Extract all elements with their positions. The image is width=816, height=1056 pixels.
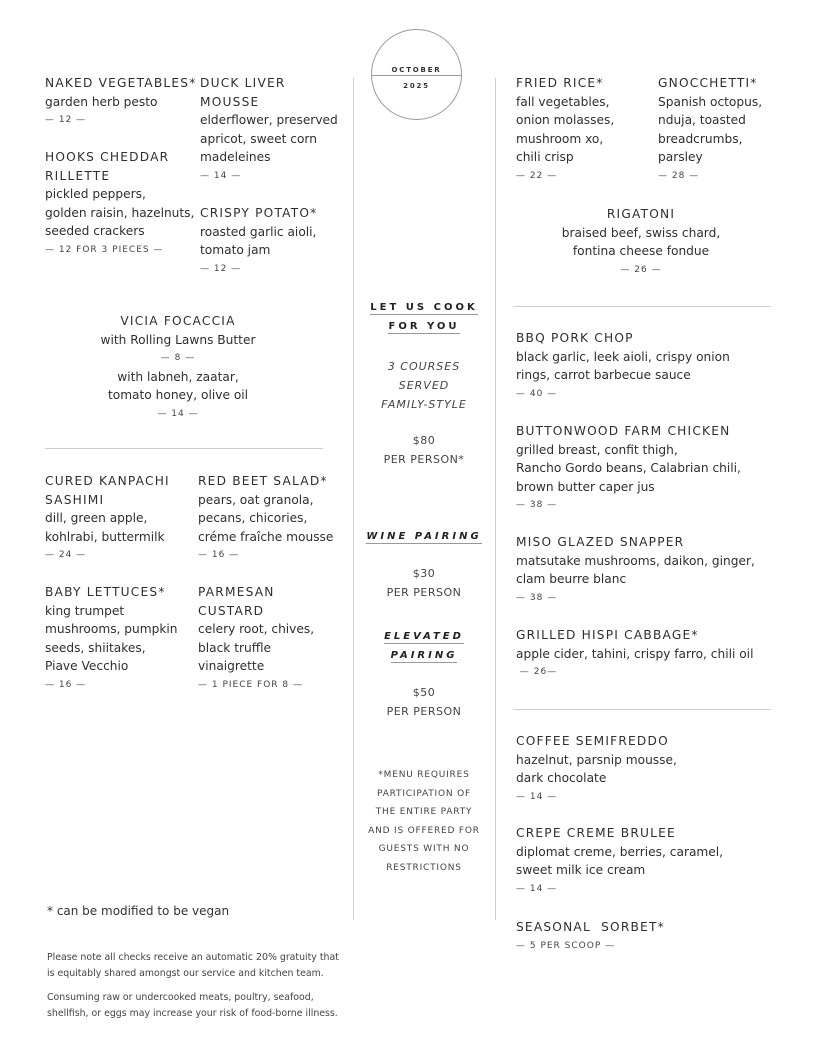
item-desc: pecans, chicories, [198,511,308,526]
item-title: FRIED RICE* [516,76,604,90]
item-desc: black truffle [198,640,272,655]
item-title: SASHIMI [45,492,105,507]
menu-item-pork-chop [516,329,730,403]
chef-tasting-section [356,298,492,336]
elevated-heading-line [356,646,492,665]
wine-price [356,564,492,602]
item-price: — 16 — [198,550,240,561]
item-desc: pickled peppers, [45,187,146,202]
item-title: GNOCCHETTI* [658,76,758,90]
cook-heading-line [356,317,492,336]
item-desc: golden raisin, hazelnuts, [45,205,195,220]
item-desc: apple cider, tahini, crispy farro, chili oil [516,646,754,661]
item-desc: chili crisp [516,150,574,165]
item-desc: pears, oat granola, [198,492,314,507]
warning-line: shellfish, or eggs may increase your risk of food-borne illness. [47,1007,338,1019]
item-title: BUTTONWOOD FARM CHICKEN [516,424,731,438]
item-desc: elderflower, preserved [200,113,338,128]
note-line: *MENU REQUIRES [378,770,470,780]
column-divider-left [353,78,354,920]
menu-item-rigatoni [506,205,776,279]
item-title: HOOKS CHEDDAR [45,150,170,164]
price-amount: $80 [412,434,436,447]
item-price: — 26— [516,667,558,678]
item-desc: matsutake mushrooms, daikon, ginger, [516,553,755,568]
item-title: RILLETTE [45,168,111,183]
item-price: — 5 PER SCOOP — [516,940,616,951]
item-price: — 28 — [658,170,700,181]
item-desc: onion molasses, [516,113,615,128]
cook-price [356,431,492,469]
item-title: CREPE CREME BRULEE [516,826,676,840]
menu-item-gnocchetti [658,74,762,186]
menu-item-fried-rice [516,74,614,186]
menu-item-focaccia [45,312,311,424]
note-line: GUESTS WITH NO [378,844,470,855]
badge-divider [372,75,461,76]
vegan-note: * can be modified to be vegan [47,904,230,918]
item-desc: parsley [658,150,703,165]
menu-item-semifreddo [516,732,677,806]
elevated-heading-text: PAIRING [390,650,458,661]
item-price: — 1 PIECE FOR 8 — [198,679,304,690]
item-price: — 38 — [516,500,558,511]
item-title: VICIA FOCACCIA [120,314,236,328]
item-desc: Rancho Gordo beans, Calabrian chili, [516,461,741,476]
item-desc: brown butter caper jus [516,479,655,494]
gratuity-line: is equitably shared amongst our service and kitchen team. [47,967,324,979]
item-desc: apricot, sweet corn [200,131,317,146]
menu-item-naked-vegetables [45,74,197,130]
price-amount: $50 [412,686,436,699]
wine-heading-line [356,527,492,546]
date-badge [371,29,462,120]
wine-heading-text: WINE PAIRING [366,531,482,542]
item-desc: dark chocolate [516,771,607,786]
courses-line: 3 COURSES [387,360,461,373]
raw-food-warning [47,990,338,1021]
courses-line: SERVED [398,379,450,392]
item-desc: garden herb pesto [45,94,158,109]
item-title: GRILLED HISPI CABBAGE* [516,628,699,642]
item-desc: black garlic, leek aioli, crispy onion [516,349,730,364]
item-title: CUSTARD [198,603,265,618]
courses-line: FAMILY-STYLE [381,398,467,411]
item-price: — 12 — [200,263,242,274]
item-price: — 40 — [516,388,558,399]
item-desc: nduja, toasted [658,113,746,128]
item-title: BABY LETTUCES* [45,585,166,599]
item-price: — 22 — [516,170,558,181]
item-desc: grilled breast, confit thigh, [516,442,678,457]
item-price: — 16 — [45,679,87,690]
item-title: PARMESAN [198,585,275,599]
item-desc: roasted garlic aioli, [200,224,317,239]
price-unit: PER PERSON [386,586,462,599]
note-line: AND IS OFFERED FOR [368,825,480,836]
price-amount: $30 [412,567,436,580]
menu-item-sorbet [516,918,665,955]
item-price: — 14 — [200,170,242,181]
item-desc: dill, green apple, [45,511,148,526]
badge-month: OCTOBER [391,66,442,74]
item-title: SEASONAL SORBET* [516,920,665,934]
item-title: NAKED VEGETABLES* [45,76,197,90]
item-desc: with Rolling Lawns Butter [100,332,256,347]
item-price: — 14 — [516,791,558,802]
item-desc: tomato honey, olive oil [107,388,249,403]
gratuity-note [47,950,339,981]
item-desc: mushrooms, pumpkin [45,622,178,637]
item-desc: breadcrumbs, [658,131,743,146]
cook-heading-text: FOR YOU [388,321,460,332]
elevated-heading-text: ELEVATED [384,631,464,642]
elevated-price [356,683,492,721]
cook-heading-text: LET US COOK [370,302,478,313]
menu-item-brulee [516,824,723,898]
section-divider [45,448,323,449]
item-desc: seeds, shiitakes, [45,640,146,655]
item-title: CRISPY POTATO* [200,206,318,220]
item-desc: diplomat creme, berries, caramel, [516,844,724,859]
item-desc: fall vegetables, [516,94,610,109]
badge-year: 2025 [403,82,430,90]
item-price: — 14 — [516,883,558,894]
note-line: THE ENTIRE PARTY [375,807,473,818]
item-title: RIGATONI [606,207,676,221]
item-price: — 14 — [157,408,199,419]
menu-item-parmesan [198,583,314,695]
menu-item-crispy-potato [200,204,317,278]
menu-item-snapper [516,533,755,607]
wine-pairing-heading [356,527,492,546]
item-desc: king trumpet [45,603,125,618]
item-desc: vinaigrette [198,659,265,674]
menu-item-hooks-cheddar [45,148,194,260]
menu-item-chicken [516,422,741,515]
item-price: — 12 FOR 3 PIECES — [45,244,164,255]
item-price: — 8 — [160,353,196,364]
cook-heading-line [356,298,492,317]
item-desc: with labneh, zaatar, [117,369,239,384]
item-desc: Piave Vecchio [45,659,129,674]
section-divider [513,306,771,307]
item-desc: fontina cheese fondue [572,244,710,259]
item-desc: tomato jam [200,243,271,258]
courses-description [356,357,492,414]
item-price: — 26 — [620,264,662,275]
item-desc: braised beef, swiss chard, [561,225,721,240]
item-desc: sweet milk ice cream [516,863,646,878]
item-desc: Spanish octopus, [658,94,763,109]
item-price: — 38 — [516,592,558,603]
item-title: COFFEE SEMIFREDDO [516,734,669,748]
note-line: PARTICIPATION OF [377,788,471,799]
gratuity-line: Please note all checks receive an automatic 20% gratuity that [47,952,339,963]
item-price: — 24 — [45,550,87,561]
item-title: MISO GLAZED SNAPPER [516,535,685,549]
price-unit: PER PERSON [386,705,462,718]
elevated-pairing-heading [356,627,492,665]
item-desc: hazelnut, parsnip mousse, [516,752,677,767]
menu-item-kanpachi [45,472,170,565]
section-divider [513,709,771,710]
item-desc: rings, carrot barbecue sauce [516,368,691,383]
elevated-heading-line [356,627,492,646]
menu-item-red-beet [198,472,333,565]
menu-item-duck-liver [200,74,338,186]
item-title: RED BEET SALAD* [198,474,328,488]
item-price: — 12 — [45,115,87,126]
item-desc: seeded crackers [45,224,145,239]
item-title: CURED KANPACHI [45,474,170,488]
menu-item-baby-lettuces [45,583,178,695]
item-desc: madeleines [200,150,271,165]
item-title: MOUSSE [200,94,260,109]
menu-item-cabbage [516,626,753,682]
item-desc: celery root, chives, [198,622,315,637]
item-title: BBQ PORK CHOP [516,331,634,345]
item-desc: créme fraîche mousse [198,529,334,544]
item-desc: clam beurre blanc [516,572,627,587]
note-line: RESTRICTIONS [386,862,462,873]
menu-requirement-note [356,766,492,878]
item-desc: mushroom xo, [516,131,604,146]
warning-line: Consuming raw or undercooked meats, poultry, seafood, [47,992,314,1003]
column-divider-right [495,78,496,920]
item-desc: kohlrabi, buttermilk [45,529,165,544]
item-title: DUCK LIVER [200,76,286,90]
price-unit: PER PERSON* [383,453,465,466]
